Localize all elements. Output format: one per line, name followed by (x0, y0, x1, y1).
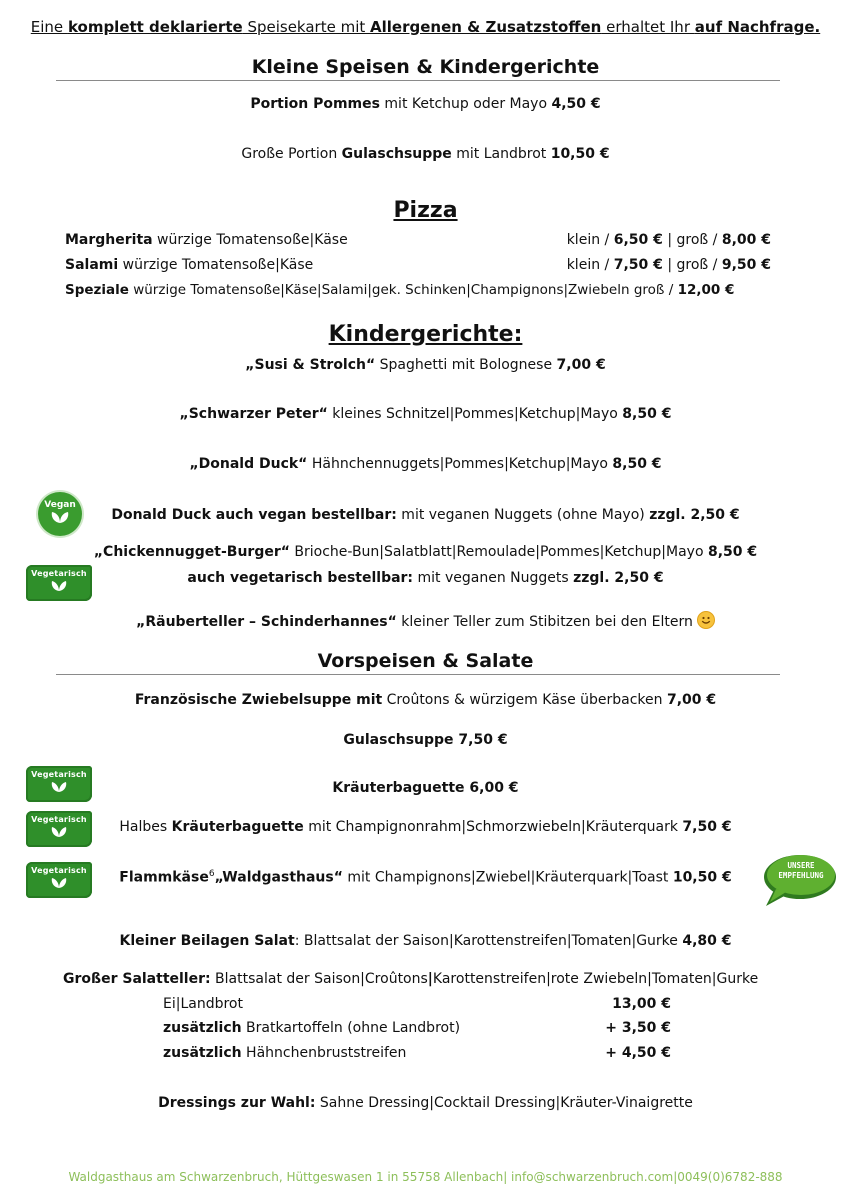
item-beilagen-salat (0, 933, 851, 949)
item-price: 12,00 € (677, 282, 735, 298)
item-desc: mit veganen Nuggets (413, 570, 574, 586)
item-name: „Chickennugget-Burger“ (93, 544, 290, 560)
item-kraeuterbaguette (0, 780, 851, 796)
item-dressings (0, 1095, 851, 1111)
price-salami (567, 257, 771, 273)
item-desc: mit veganen Nuggets (ohne Mayo) (396, 507, 650, 523)
item-name: Speziale (65, 282, 129, 298)
item-chickennugget-vegetarisch (0, 570, 851, 586)
item-desc: würzige Tomatensoße|Käse|Salami|gek. Schinken|Champignons|Zwiebeln groß / (128, 282, 678, 298)
item-desc: Hähnchennuggets|Pommes|Ketchup|Mayo (307, 456, 613, 472)
item-desc: mit Champignonrahm|Schmorzwiebeln|Kräuterquark (303, 819, 683, 835)
item-price: zzgl. 2,50 € (649, 507, 740, 523)
item-desc: Spaghetti mit Bolognese (375, 357, 557, 373)
item-salami (65, 257, 313, 273)
item-name: Margherita (65, 232, 153, 248)
item-price: 7,50 € (458, 732, 508, 748)
item-prefix: Halbes (119, 819, 172, 835)
extra-bratkartoffeln (163, 1020, 460, 1036)
item-desc: würzige Tomatensoße|Käse (152, 232, 348, 248)
item-speziale (65, 282, 734, 298)
notice-bold-2: Allergenen & Zusatzstoffen (370, 18, 602, 36)
item-price: 10,50 € (550, 146, 610, 162)
item-name: Portion Pommes (250, 96, 380, 112)
extra-haehnchen-price (605, 1045, 671, 1061)
item-desc: Sahne Dressing|Cocktail Dressing|Kräuter-Vinaigrette (315, 1095, 693, 1111)
smiley-icon (697, 611, 715, 629)
price-margherita (567, 232, 771, 248)
item-margherita (65, 232, 348, 248)
item-price: 7,00 € (556, 357, 606, 373)
price-label-large: | groß / (662, 232, 722, 248)
badge-label: Vegetarisch (31, 770, 87, 779)
item-price: 4,80 € (682, 933, 732, 949)
extra-price: + 3,50 € (605, 1020, 671, 1036)
item-name-2: „Waldgasthaus“ (214, 869, 343, 886)
item-name: Dressings zur Wahl: (158, 1095, 316, 1111)
item-desc: würzige Tomatensoße|Käse (118, 257, 314, 273)
item-portion-pommes (0, 96, 851, 112)
item-desc: Blattsalat der Saison|Croûtons (210, 971, 428, 987)
extra-label: zusätzlich (163, 1020, 242, 1036)
price-label-small: klein / (566, 257, 614, 273)
item-name: Großer Salatteller: (63, 971, 211, 987)
item-gulaschsuppe (0, 732, 851, 748)
item-prefix: Große Portion (241, 146, 342, 162)
extra-label: zusätzlich (163, 1045, 242, 1061)
empfehlung-line-1: UNSERE (787, 861, 815, 870)
footer-contact: Waldgasthaus am Schwarzenbruch, Hüttgeswasen 1 in 55758 Allenbach| info@schwarzenbruch.com|0049(0)6782-888 (68, 1170, 783, 1184)
price-small: 6,50 € (613, 232, 663, 248)
notice-text-2: Speisekarte mit (242, 18, 371, 36)
extra-desc: Bratkartoffeln (ohne Landbrot) (241, 1020, 461, 1036)
item-donald-duck-vegan (0, 507, 851, 523)
price-large: 9,50 € (721, 257, 771, 273)
item-desc: mit Landbrot (451, 146, 551, 162)
item-price: 10,50 € (672, 869, 732, 886)
empfehlung-bubble-icon (760, 850, 838, 908)
item-name: Donald Duck auch vegan bestellbar: (111, 507, 397, 523)
item-desc: Croûtons & würzigem Käse überbacken (382, 692, 667, 708)
allergen-notice (0, 18, 851, 36)
item-price: 13,00 € (612, 996, 671, 1012)
item-flammkaese (0, 869, 851, 886)
price-label-small: klein / (566, 232, 614, 248)
item-desc: mit Champignons|Zwiebel|Kräuterquark|Toast (342, 869, 673, 886)
price-large: 8,00 € (721, 232, 771, 248)
item-halbes-kraeuterbaguette (0, 819, 851, 835)
item-name: auch vegetarisch bestellbar: (187, 570, 414, 586)
item-name: Kleiner Beilagen Salat (119, 933, 295, 949)
notice-text-3: erhaltet Ihr (601, 18, 695, 36)
item-name: Kräuterbaguette (171, 819, 304, 835)
item-zwiebelsuppe (0, 692, 851, 708)
heading-vorspeisen-salate: Vorspeisen & Salate (317, 650, 534, 672)
section-divider (56, 80, 780, 81)
item-name: Gulaschsuppe (341, 146, 452, 162)
salatteller-line-2: Ei|Landbrot (163, 996, 243, 1012)
item-desc: : Blattsalat der Saison|Karottenstreifen|Tomaten|Gurke (294, 933, 683, 949)
item-name: „Susi & Strolch“ (245, 357, 376, 373)
item-desc: Brioche-Bun|Salatblatt|Remoulade|Pommes|Ketchup|Mayo (289, 544, 708, 560)
item-price: 7,50 € (682, 819, 732, 835)
vegan-badge-label: Vegan (44, 500, 76, 510)
heading-pizza: Pizza (393, 198, 458, 223)
item-name: Salami (65, 257, 119, 273)
item-chickennugget-burger (0, 544, 851, 560)
item-desc: mit Ketchup oder Mayo (379, 96, 552, 112)
additive-footnote: 6 (208, 869, 215, 879)
item-name: „Donald Duck“ (189, 456, 308, 472)
badge-label: Vegetarisch (31, 569, 87, 578)
notice-text-1: Eine (30, 18, 68, 36)
item-desc: kleiner Teller zum Stibitzen bei den Eltern (396, 614, 693, 630)
item-name: „Schwarzer Peter“ (179, 406, 328, 422)
price-label-large: | groß / (662, 257, 722, 273)
item-price: 8,50 € (622, 406, 672, 422)
item-price: 8,50 € (612, 456, 662, 472)
extra-bratkartoffeln-price (605, 1020, 671, 1036)
item-gulaschsuppe-gross (0, 146, 851, 162)
heading-kleine-speisen: Kleine Speisen & Kindergerichte (251, 56, 600, 78)
section-divider (56, 674, 780, 675)
item-name: Gulaschsuppe (343, 732, 459, 748)
item-price: 8,50 € (707, 544, 758, 560)
item-desc: kleines Schnitzel|Pommes|Ketchup|Mayo (327, 406, 623, 422)
item-susi-strolch (0, 357, 851, 373)
item-price: zzgl. 2,50 € (573, 570, 664, 586)
salatteller-price (612, 996, 671, 1012)
item-raeuberteller (0, 611, 851, 630)
item-name: „Räuberteller – Schinderhannes“ (136, 614, 397, 630)
item-separator: | (427, 971, 433, 987)
extra-price: + 4,50 € (605, 1045, 671, 1061)
item-name: Flammkäse (119, 869, 209, 886)
item-price: 7,00 € (666, 692, 717, 708)
notice-bold-3: auf Nachfrage. (694, 18, 821, 36)
item-name: Französische Zwiebelsuppe mit (134, 692, 383, 708)
extra-desc: Hähnchenbruststreifen (241, 1045, 407, 1061)
extra-haehnchen (163, 1045, 406, 1061)
price-small: 7,50 € (613, 257, 663, 273)
empfehlung-line-2: EMPFEHLUNG (778, 871, 824, 880)
item-name: Kräuterbaguette (332, 780, 470, 796)
item-price: 4,50 € (551, 96, 601, 112)
badge-label: Vegetarisch (31, 866, 87, 875)
badge-label: Vegetarisch (31, 815, 87, 824)
item-price: 6,00 € (469, 780, 519, 796)
item-desc-2: Karottenstreifen|rote Zwiebeln|Tomaten|Gurke (432, 971, 759, 987)
notice-bold-1: komplett deklarierte (67, 18, 243, 36)
item-grosser-salatteller (63, 971, 758, 987)
heading-kindergerichte: Kindergerichte: (328, 322, 523, 347)
item-schwarzer-peter (0, 406, 851, 422)
item-donald-duck (0, 456, 851, 472)
